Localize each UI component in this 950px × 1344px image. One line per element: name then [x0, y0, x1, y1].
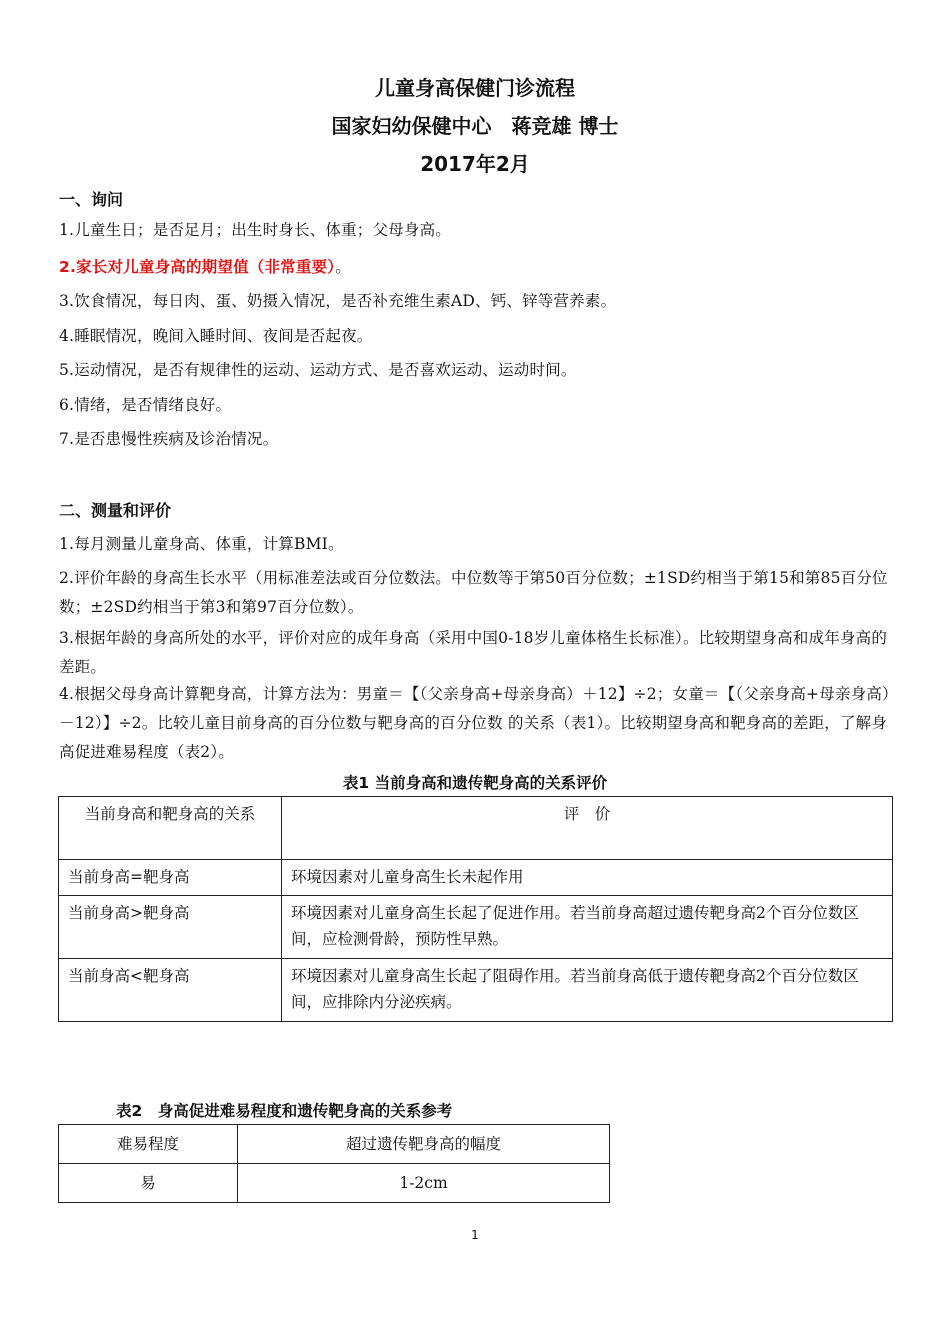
section-heading-measurement: 二、测量和评价 [59, 501, 172, 520]
table2-caption: 表2 身高促进难易程度和遗传靶身高的关系参考 [116, 1102, 453, 1120]
page-number: 1 [471, 1228, 479, 1242]
table-cell: 当前身高<靶身高 [59, 959, 282, 1022]
inquiry-item-highlight [59, 253, 893, 282]
table-header-row [59, 1125, 610, 1164]
table-header-cell: 评 价 [282, 797, 893, 860]
table-cell: 1-2cm [238, 1164, 610, 1203]
table-row [59, 959, 893, 1022]
document-title: 儿童身高保健门诊流程 [375, 76, 575, 100]
table-cell: 环境因素对儿童身高生长起了促进作用。若当前身高超过遗传靶身高2个百分位数区间，应检测骨龄，预防性早熟。 [282, 896, 893, 959]
table-header-row [59, 797, 893, 860]
inquiry-item: 7.是否患慢性疾病及诊治情况。 [59, 430, 279, 448]
table-cell: 环境因素对儿童身高生长起了阻碍作用。若当前身高低于遗传靶身高2个百分位数区间，应排除内分泌疾病。 [282, 959, 893, 1022]
document-date: 2017年2月 [420, 152, 530, 176]
table-header-cell: 难易程度 [59, 1125, 238, 1164]
section-heading-inquiry: 一、询问 [59, 190, 124, 209]
inquiry-item-highlight-tail: 。 [335, 258, 351, 276]
document-author: 国家妇幼保健中心 蒋竞雄 博士 [331, 114, 619, 138]
table-row [59, 1164, 610, 1203]
inquiry-item: 1.儿童生日；是否足月；出生时身长、体重；父母身高。 [59, 221, 451, 239]
measurement-item: 4.根据父母身高计算靶身高，计算方法为：男童＝【（父亲身高+母亲身高）＋12】÷2；女童＝【（父亲身高+母亲身高）－12）】÷2。比较儿童目前身高的百分位数与靶身高的百分位数 的关系（表1）。比较期望身高和靶身高的差距，了解身高促进难易程度（表2）。 [59, 685, 890, 761]
table-header-cell: 超过遗传靶身高的幅度 [238, 1125, 610, 1164]
table1-caption: 表1 当前身高和遗传靶身高的关系评价 [342, 774, 608, 792]
table-cell: 易 [59, 1164, 238, 1203]
inquiry-item-highlight-text: 2.家长对儿童身高的期望值（非常重要） [59, 258, 336, 276]
measurement-item: 3.根据年龄的身高所处的水平，评价对应的成年身高（采用中国0-18岁儿童体格生长标准）。比较期望身高和成年身高的差距。 [59, 629, 888, 676]
measurement-item: 2.评价年龄的身高生长水平（用标准差法或百分位数法。中位数等于第50百分位数；±1SD约相当于第15和第85百分位数；±2SD约相当于第3和第97百分位数）。 [59, 569, 888, 616]
inquiry-item: 6.情绪，是否情绪良好。 [59, 396, 232, 414]
inquiry-item: 4.睡眠情况，晚间入睡时间、夜间是否起夜。 [59, 327, 373, 345]
table-header-cell: 当前身高和靶身高的关系 [59, 797, 282, 860]
measurement-item: 1.每月测量儿童身高、体重，计算BMI。 [59, 535, 344, 553]
table1 [58, 796, 893, 1022]
inquiry-item: 3.饮食情况，每日肉、蛋、奶摄入情况，是否补充维生素AD、钙、锌等营养素。 [59, 292, 617, 310]
table-cell: 当前身高=靶身高 [59, 860, 282, 896]
table-cell: 环境因素对儿童身高生长未起作用 [282, 860, 893, 896]
inquiry-item: 5.运动情况，是否有规律性的运动、运动方式、是否喜欢运动、运动时间。 [59, 361, 577, 379]
table-row [59, 896, 893, 959]
table2 [58, 1124, 610, 1203]
table-cell: 当前身高>靶身高 [59, 896, 282, 959]
table-row [59, 860, 893, 896]
